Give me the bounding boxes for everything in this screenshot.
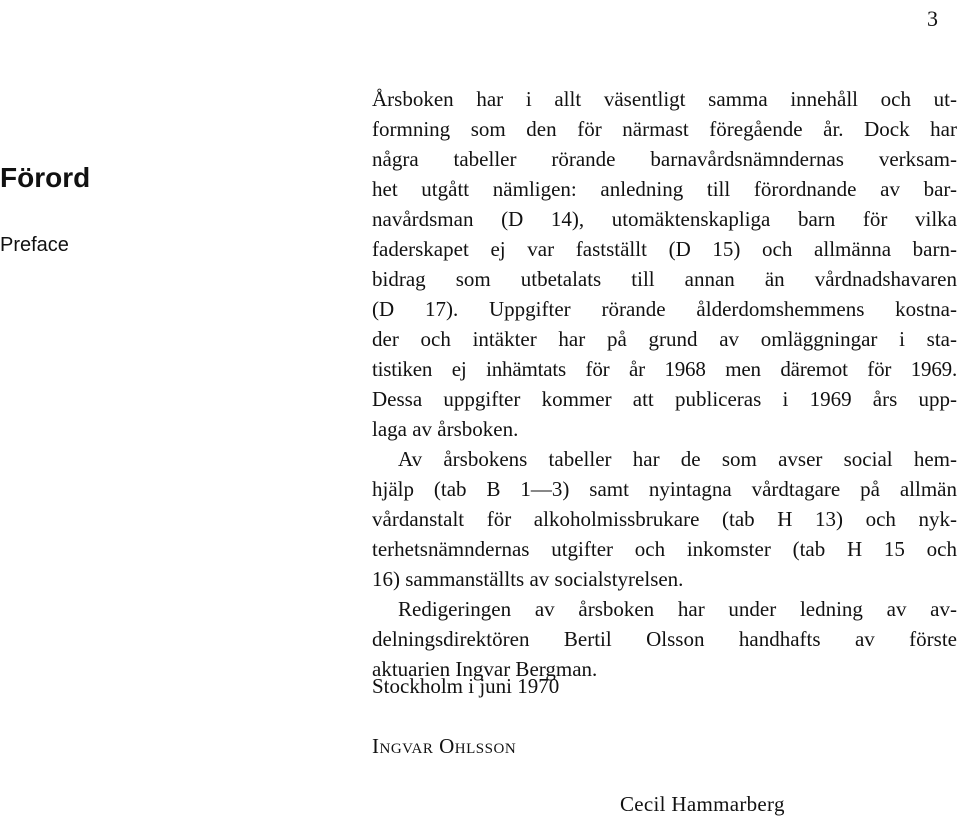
preface-body <box>372 84 957 684</box>
text-line: Redigeringen av årsboken har under ledning av av- <box>398 597 957 621</box>
text-line: terhetsnämndernas utgifter och inkomster (tab H 15 och <box>372 537 957 561</box>
text-line: formning som den för närmast föregående år. Dock har <box>372 117 957 141</box>
text-line: Dessa uppgifter kommer att publiceras i 1969 års upp- <box>372 387 957 411</box>
signature-place-date: Stockholm i juni 1970 <box>372 674 560 698</box>
text-line: tistiken ej inhämtats för år 1968 men däremot för 1969. <box>372 357 957 381</box>
text-line: vårdanstalt för alkoholmissbrukare (tab H 13) och nyk- <box>372 507 957 531</box>
text-line: Årsboken har i allt väsentligt samma innehåll och ut- <box>372 87 957 111</box>
paragraph-1 <box>372 84 957 444</box>
page-number: 3 <box>927 6 938 31</box>
signature-name-hammarberg: Cecil Hammarberg <box>620 792 785 816</box>
text-line: bidrag som utbetalats till annan än vårdnadshavaren <box>372 267 957 291</box>
text-line: 16) sammanställts av socialstyrelsen. <box>372 567 684 591</box>
text-line: Av årsbokens tabeller har de som avser social hem- <box>398 447 957 471</box>
text-line: (D 17). Uppgifter rörande ålderdomshemmens kostna- <box>372 297 957 321</box>
signature-name-ohlsson: Ingvar Ohlsson <box>372 734 517 758</box>
text-line: laga av årsboken. <box>372 417 519 441</box>
text-line: navårdsman (D 14), utomäktenskapliga barn för vilka <box>372 207 957 231</box>
text-line: het utgått nämligen: anledning till förordnande av bar- <box>372 177 957 201</box>
text-line: der och intäkter har på grund av omläggningar i sta- <box>372 327 957 351</box>
paragraph-3 <box>372 594 957 684</box>
text-line: hjälp (tab B 1—3) samt nyintagna vårdtagare på allmän <box>372 477 957 501</box>
text-line: aktuarien Ingvar Bergman. <box>372 657 598 681</box>
heading-preface: Preface <box>0 234 69 256</box>
text-line: delningsdirektören Bertil Olsson handhafts av förste <box>372 627 957 651</box>
paragraph-2 <box>372 444 957 594</box>
text-line: några tabeller rörande barnavårdsnämndernas verksam- <box>372 147 957 171</box>
heading-forord: Förord <box>0 162 91 193</box>
text-line: faderskapet ej var fastställt (D 15) och allmänna barn- <box>372 237 957 261</box>
